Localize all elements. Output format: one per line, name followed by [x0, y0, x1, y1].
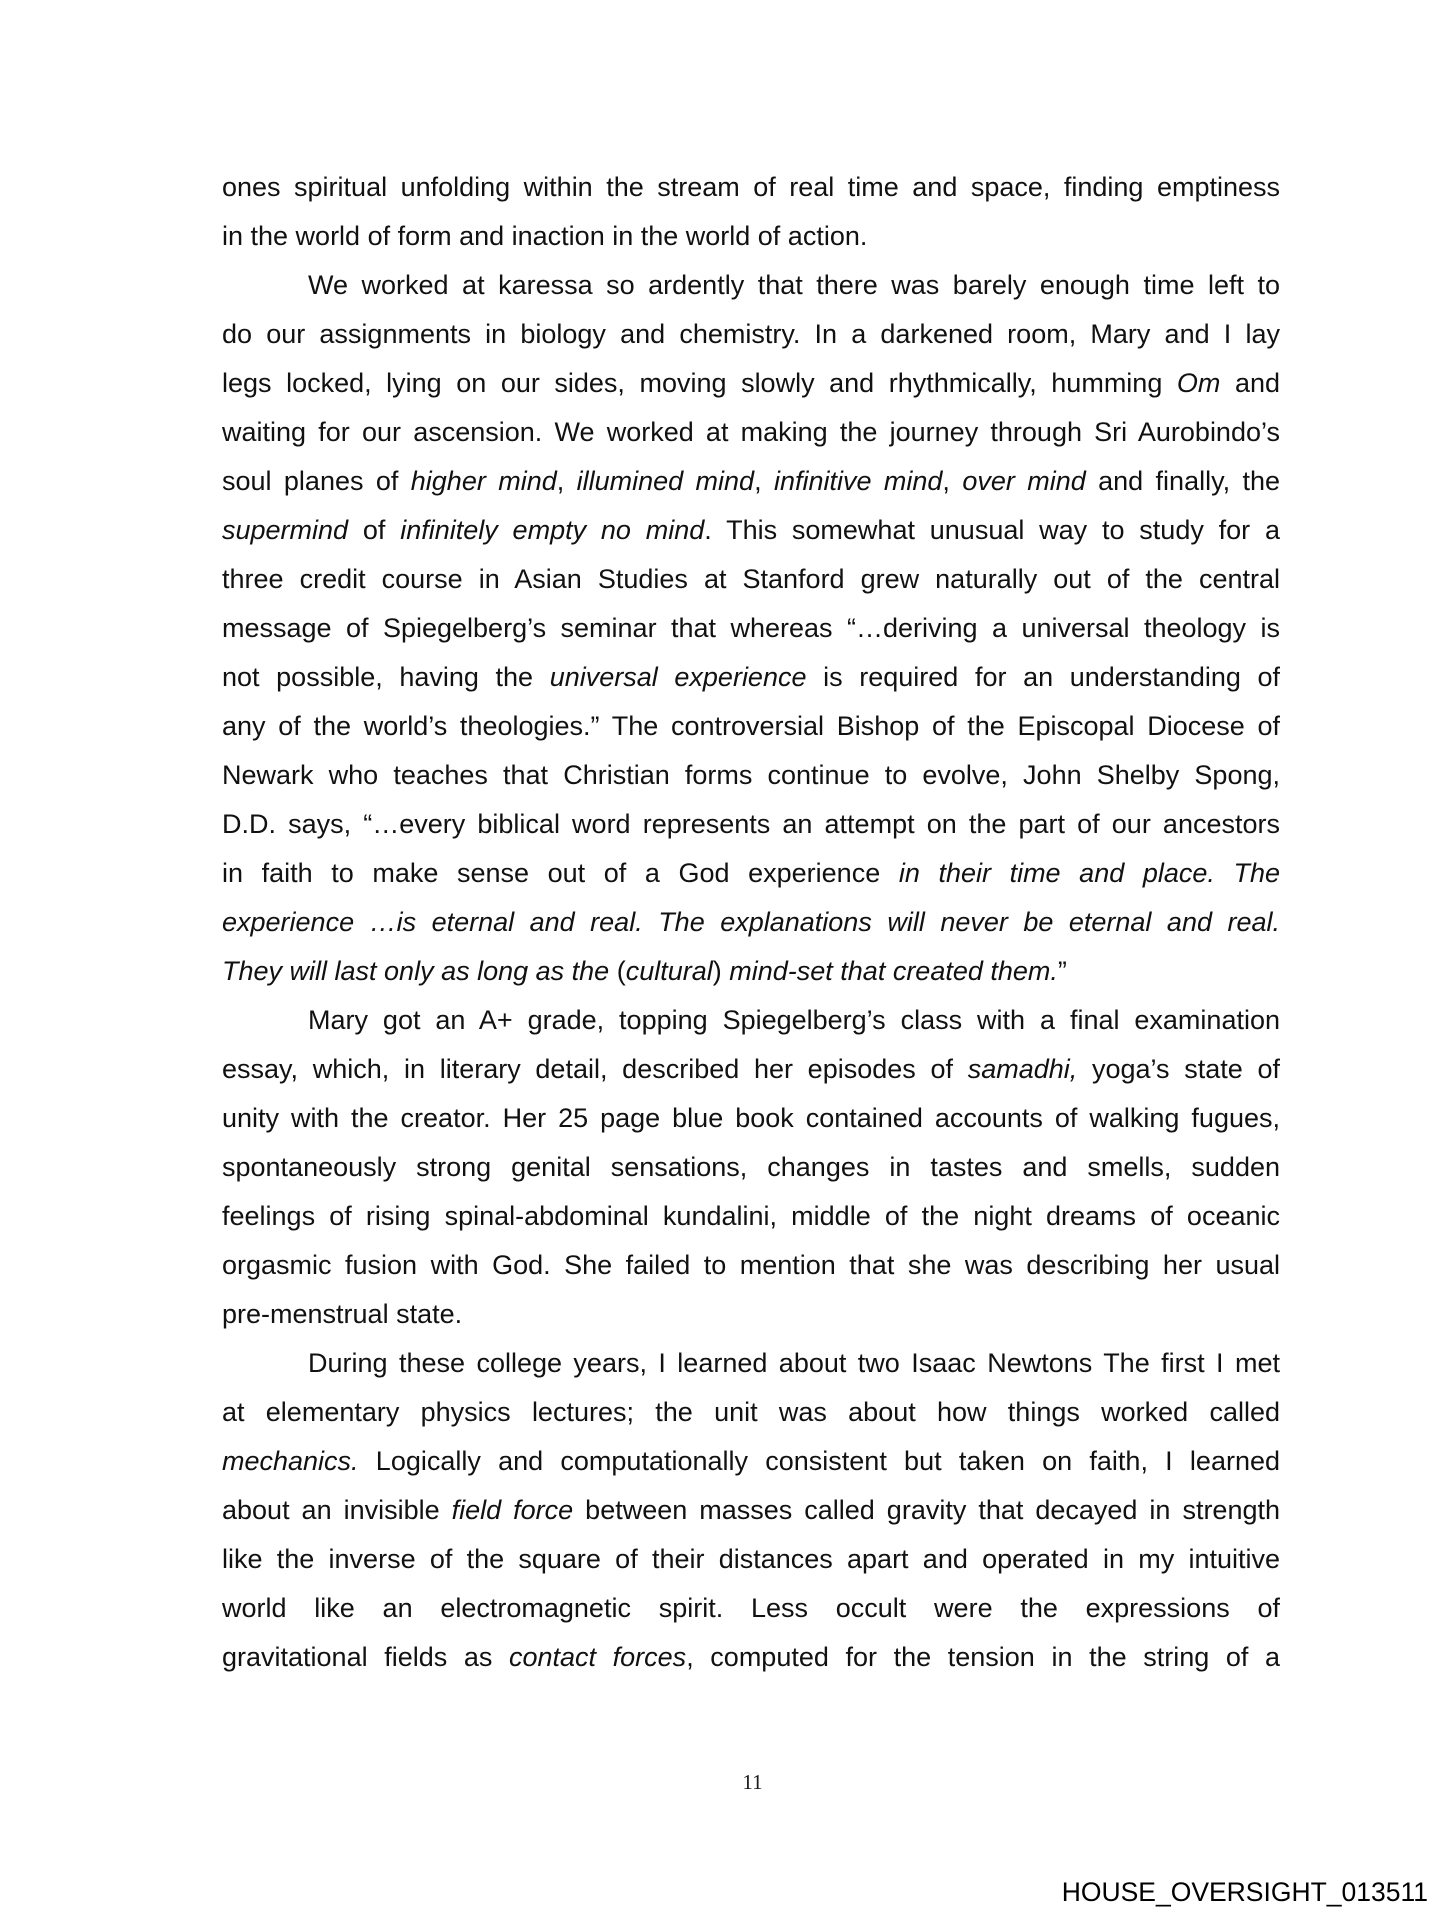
text-span: gravitational fields as	[222, 1642, 509, 1672]
italic-text: universal experience	[549, 662, 807, 692]
text-span: We worked at karessa so ardently that there was barely enough time left to	[308, 270, 1280, 300]
text-span: During these college years, I learned about two Isaac Newtons The first I met	[308, 1348, 1280, 1378]
italic-text: over mind	[962, 466, 1086, 496]
text-span: )	[712, 956, 722, 986]
bates-stamp: HOUSE_OVERSIGHT_013511	[1061, 1877, 1428, 1907]
text-line	[222, 1094, 1280, 1143]
text-span: do our assignments in biology and chemistry. In a darkened room, Mary and I lay	[222, 319, 1280, 349]
body-text	[222, 163, 1280, 1682]
text-span: (	[616, 956, 626, 986]
text-span: legs locked, lying on our sides, moving slowly and rhythmically, humming	[222, 368, 1177, 398]
italic-text: contact forces	[508, 1642, 687, 1672]
text-span: spontaneously strong genital sensations, changes in tastes and smells, sudden	[222, 1152, 1280, 1182]
text-span: message of Spiegelberg’s seminar that whereas “…deriving a universal theology is	[222, 613, 1280, 643]
text-line	[222, 408, 1280, 457]
text-span: between masses called gravity that decayed in strength	[573, 1495, 1280, 1525]
text-span: essay, which, in literary detail, described her episodes of	[222, 1054, 968, 1084]
italic-text: infinitely empty no mind	[400, 515, 705, 545]
text-line	[222, 261, 1280, 310]
text-line	[222, 1388, 1280, 1437]
text-line	[222, 702, 1280, 751]
text-span: orgasmic fusion with God. She failed to mention that she was describing her usual	[222, 1250, 1280, 1280]
text-line	[222, 604, 1280, 653]
text-span: in the world of form and inaction in the world of action.	[222, 221, 868, 251]
text-span: ,	[942, 466, 963, 496]
text-span: ,	[754, 466, 774, 496]
italic-text: infinitive mind	[773, 466, 943, 496]
italic-text: mind-set that created them.	[721, 956, 1058, 986]
text-span: not possible, having the	[222, 662, 550, 692]
text-span: like the inverse of the square of their distances apart and operated in my intuitive	[222, 1544, 1280, 1574]
text-span: pre-menstrual state.	[222, 1299, 463, 1329]
page-number: 11	[742, 1770, 763, 1794]
text-line	[222, 555, 1280, 604]
italic-text: in their time and place. The	[898, 858, 1280, 888]
text-line	[222, 1339, 1280, 1388]
text-span: about an invisible	[222, 1495, 452, 1525]
text-span: Logically and computationally consistent but taken on faith, I learned	[358, 1446, 1280, 1476]
italic-text: samadhi,	[967, 1054, 1078, 1084]
text-span: ”	[1057, 956, 1067, 986]
text-span: three credit course in Asian Studies at Stanford grew naturally out of the central	[222, 564, 1280, 594]
text-span: Newark who teaches that Christian forms continue to evolve, John Shelby Spong,	[222, 760, 1280, 790]
text-span: . This somewhat unusual way to study for a	[704, 515, 1280, 545]
italic-text: cultural	[625, 956, 713, 986]
text-line	[222, 1143, 1280, 1192]
italic-text: Om	[1176, 368, 1221, 398]
text-span: soul planes of	[222, 466, 411, 496]
text-span: yoga’s state of	[1077, 1054, 1280, 1084]
text-line	[222, 1584, 1280, 1633]
text-line	[222, 1241, 1280, 1290]
text-line	[222, 1633, 1280, 1682]
text-span: in faith to make sense out of a God experience	[222, 858, 899, 888]
italic-text: field force	[451, 1495, 574, 1525]
text-span: any of the world’s theologies.” The controversial Bishop of the Episcopal Diocese of	[222, 711, 1280, 741]
text-span: unity with the creator. Her 25 page blue book contained accounts of walking fugues,	[222, 1103, 1280, 1133]
italic-text: They will last only as long as the	[222, 956, 617, 986]
text-line	[222, 996, 1280, 1045]
text-span: , computed for the tension in the string of a	[686, 1642, 1280, 1672]
italic-text: supermind	[222, 515, 349, 545]
text-span: of	[348, 515, 401, 545]
text-span: Mary got an A+ grade, topping Spiegelberg’s class with a final examination	[308, 1005, 1280, 1035]
text-span: D.D. says, “…every biblical word represents an attempt on the part of our ancestors	[222, 809, 1280, 839]
text-line	[222, 310, 1280, 359]
text-line	[222, 457, 1280, 506]
italic-text: experience …is eternal and real. The explanations will never be eternal and real.	[222, 907, 1280, 937]
text-line	[222, 947, 1280, 996]
text-line	[222, 1045, 1280, 1094]
italic-text: illumined mind	[576, 466, 755, 496]
text-line	[222, 898, 1280, 947]
text-line	[222, 751, 1280, 800]
text-line	[222, 1437, 1280, 1486]
text-span: ones spiritual unfolding within the stream of real time and space, finding emptiness	[222, 172, 1280, 202]
italic-text: higher mind	[410, 466, 557, 496]
text-span: ,	[556, 466, 577, 496]
text-line	[222, 163, 1280, 212]
text-span: and	[1220, 368, 1280, 398]
text-line	[222, 1192, 1280, 1241]
text-line	[222, 849, 1280, 898]
italic-text: mechanics.	[222, 1446, 359, 1476]
text-span: is required for an understanding of	[806, 662, 1280, 692]
text-line	[222, 359, 1280, 408]
text-line	[222, 653, 1280, 702]
text-line	[222, 212, 1280, 261]
text-span: world like an electromagnetic spirit. Less occult were the expressions of	[222, 1593, 1280, 1623]
text-line	[222, 506, 1280, 555]
text-line	[222, 1535, 1280, 1584]
text-span: and finally, the	[1085, 466, 1280, 496]
text-span: waiting for our ascension. We worked at making the journey through Sri Aurobindo’s	[222, 417, 1280, 447]
text-line	[222, 1486, 1280, 1535]
text-span: feelings of rising spinal-abdominal kundalini, middle of the night dreams of oceanic	[222, 1201, 1280, 1231]
text-span: at elementary physics lectures; the unit was about how things worked called	[222, 1397, 1280, 1427]
text-line	[222, 1290, 1280, 1339]
text-line	[222, 800, 1280, 849]
